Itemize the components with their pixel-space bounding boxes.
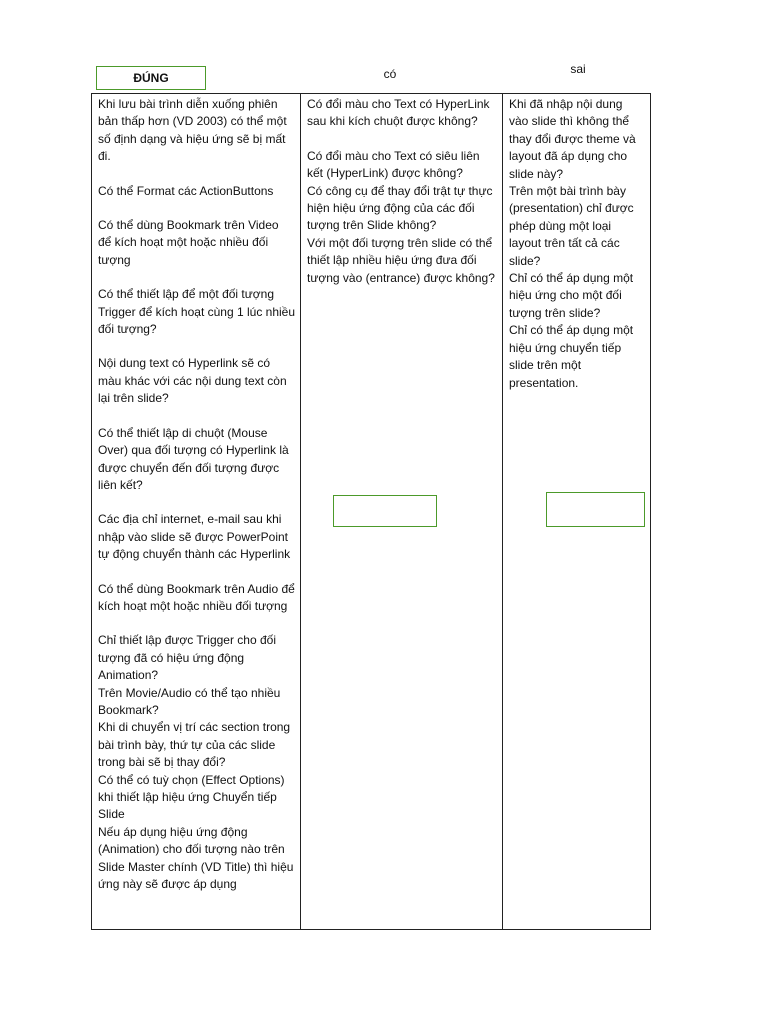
table-row: [92, 94, 651, 930]
statement-item: Có thể dùng Bookmark trên Video để kích hoạt một hoặc nhiều đối tượng: [98, 218, 279, 267]
statement-item: Trên Movie/Audio có thể tạo nhiều Bookmark?: [98, 685, 281, 717]
column-co: [301, 94, 503, 930]
statement-item: Có thể thiết lập để một đối tượng Trigger để kích hoạt cùng 1 lúc nhiều đối tượng?: [98, 287, 296, 337]
column-sai: [503, 94, 651, 930]
statement-table: [91, 93, 651, 930]
statement-item: Các địa chỉ internet, e-mail sau khi nhập vào slide sẽ được PowerPoint tự động chuyển thành các Hyperlink: [98, 512, 291, 562]
header-sai-label: sai: [570, 62, 586, 76]
statement-item: Với một đối tượng trên slide có thể thiết lập nhiều hiệu ứng đưa đối tượng vào (entrance) được không?: [307, 235, 495, 285]
statement-item: Có đổi màu cho Text có siêu liên kết (HyperLink) được không?: [307, 148, 480, 181]
statement-item: Khi di chuyển vị trí các section trong bài trình bày, thứ tự của các slide trong bài sẽ bị thay đổi?: [98, 720, 291, 770]
statement-item: Chỉ thiết lập được Trigger cho đối tượng đã có hiệu ứng động Animation?: [98, 633, 276, 683]
statement-item: Có thể thiết lập di chuột (Mouse Over) qua đối tượng có Hyperlink là được chuyển đến đối tượng được liên kết?: [98, 425, 289, 492]
statement-item: Khi lưu bài trình diễn xuống phiên bản thấp hơn (VD 2003) có thể một số định dạng và hiệu ứng sẽ bị mất đi.: [98, 97, 287, 164]
statement-item: Có thể dùng Bookmark trên Audio để kích hoạt một hoặc nhiều đối tượng: [98, 581, 295, 613]
co-answer-box[interactable]: [333, 495, 437, 527]
statement-item: Có đổi màu cho Text có HyperLink sau khi kích chuột được không?: [307, 97, 490, 129]
header-dung-label: ĐÚNG: [133, 71, 169, 85]
header-dung-box: [96, 66, 206, 90]
statement-item: Có thể Format các ActionButtons: [98, 183, 274, 198]
statement-item: Trên một bài trình bày (presentation) chỉ được phép dùng một loại layout trên tất cả các slide?: [509, 184, 634, 268]
header-co-label: có: [383, 67, 397, 81]
statement-item: Khi đã nhập nội dung vào slide thì không thể thay đổi được theme và layout đã áp dụng cho slide này?: [509, 97, 636, 181]
column-dung: [92, 94, 301, 930]
statement-item: Có công cụ để thay đổi trật tự thực hiện hiệu ứng động của các đối tượng trên Slide không?: [307, 183, 493, 233]
statement-item: Chỉ có thể áp dụng một hiệu ứng chuyển tiếp slide trên một presentation.: [509, 323, 634, 390]
statement-item: Chỉ có thể áp dụng một hiệu ứng cho một đối tượng trên slide?: [509, 271, 634, 320]
statement-item: Nếu áp dụng hiệu ứng động (Animation) cho đối tượng nào trên Slide Master chính (VD Title) thì hiệu ứng này sẽ được áp dụng: [98, 824, 294, 892]
statement-item: Nội dung text có Hyperlink sẽ có màu khác với các nội dung text còn lại trên slide?: [98, 356, 287, 406]
sai-answer-box[interactable]: [546, 492, 645, 527]
statement-item: Có thể có tuỳ chọn (Effect Options) khi thiết lập hiệu ứng Chuyển tiếp Slide: [98, 772, 285, 822]
